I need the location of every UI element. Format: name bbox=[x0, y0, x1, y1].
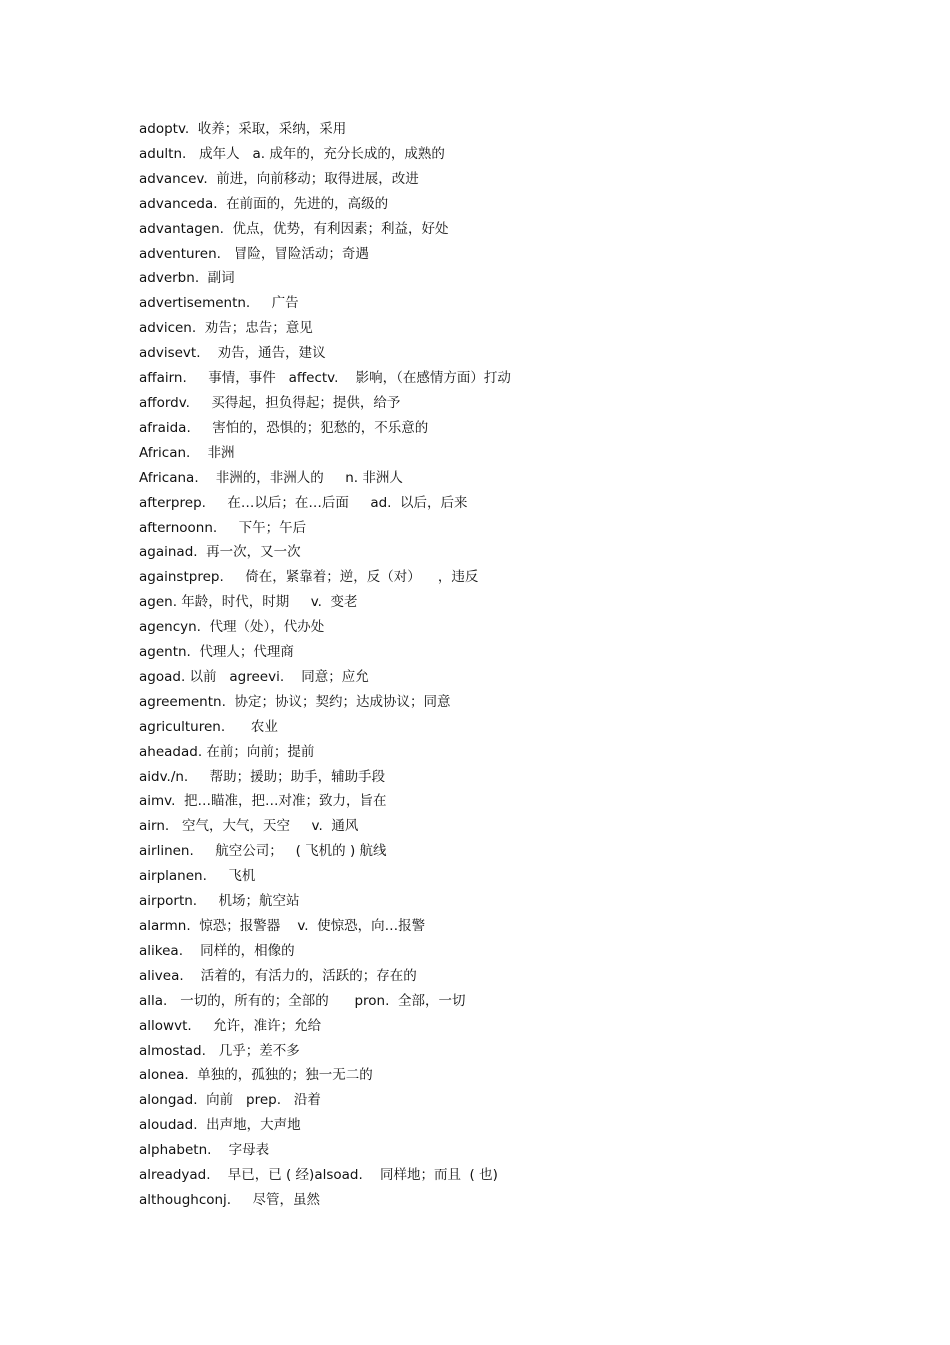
list-item: alongad. 向前 prep. 沿着 bbox=[139, 1092, 321, 1109]
vocabulary-list bbox=[139, 117, 839, 1213]
list-item: allowvt. 允许，准许；允给 bbox=[139, 1017, 322, 1034]
list-item: airn. 空气，大气，天空 v. 通风 bbox=[139, 818, 359, 835]
list-item: aimv. 把…瞄准，把…对准；致力，旨在 bbox=[139, 793, 387, 810]
list-item: aheadad. 在前；向前；提前 bbox=[139, 743, 315, 760]
list-item: againad. 再一次，又一次 bbox=[139, 544, 301, 561]
list-item: afternoonn. 下午；午后 bbox=[139, 519, 307, 536]
list-item: adoptv. 收养；采取，采纳，采用 bbox=[139, 121, 347, 137]
list-item: adventuren. 冒险，冒险活动；奇遇 bbox=[139, 245, 369, 262]
list-item: agreementn. 协定；协议；契约；达成协议；同意 bbox=[139, 693, 451, 710]
list-item: agentn. 代理人；代理商 bbox=[139, 644, 294, 661]
list-item: againstprep. 倚在，紧靠着；逆，反（对） ，违反 bbox=[139, 569, 479, 586]
list-item: afterprep. 在…以后；在…后面 ad. 以后，后来 bbox=[139, 494, 468, 511]
list-item: aidv./n. 帮助；援助；助手，辅助手段 bbox=[139, 768, 386, 785]
list-item: alla. 一切的，所有的；全部的 pron. 全部，一切 bbox=[139, 992, 466, 1009]
list-item: agencyn. 代理（处），代办处 bbox=[139, 619, 325, 636]
list-item: affairn. 事情，事件 affectv. 影响，（在感情方面）打动 bbox=[139, 370, 511, 387]
list-item: aloudad. 出声地，大声地 bbox=[139, 1117, 301, 1134]
list-item: advisevt. 劝告，通告，建议 bbox=[139, 345, 326, 362]
list-item: airlinen. 航空公司； ( 飞机的 ) 航线 bbox=[139, 843, 387, 860]
list-item: advanceda. 在前面的，先进的，高级的 bbox=[139, 195, 389, 212]
list-item: airplanen. 飞机 bbox=[139, 868, 256, 885]
list-item: almostad. 几乎；差不多 bbox=[139, 1042, 300, 1059]
list-item: althoughconj. 尽管，虽然 bbox=[139, 1191, 321, 1208]
list-item: adultn. 成年人 a. 成年的，充分长成的，成熟的 bbox=[139, 145, 445, 162]
list-item: Africana. 非洲的，非洲人的 n. 非洲人 bbox=[139, 469, 403, 486]
list-item: African. 非洲 bbox=[139, 444, 235, 461]
list-item: advancev. 前进，向前移动；取得进展，改进 bbox=[139, 170, 419, 187]
list-item: adverbn. 副词 bbox=[139, 270, 235, 287]
list-item: afraida. 害怕的，恐惧的；犯愁的，不乐意的 bbox=[139, 419, 429, 436]
list-item: agriculturen. 农业 bbox=[139, 718, 278, 735]
list-item: advertisementn. 广告 bbox=[139, 295, 299, 312]
list-item: alonea. 单独的，孤独的；独一无二的 bbox=[139, 1067, 373, 1084]
list-item: agoad. 以前 agreevi. 同意；应允 bbox=[139, 668, 369, 685]
list-item: alarmn. 惊恐；报警器 v. 使惊恐，向…报警 bbox=[139, 918, 426, 934]
list-item: alreadyad. 早已，已 ( 经)alsoad. 同样地；而且 ( 也) bbox=[139, 1167, 498, 1184]
list-item: alikea. 同样的，相像的 bbox=[139, 942, 295, 959]
list-item: alivea. 活着的，有活力的，活跃的；存在的 bbox=[139, 967, 417, 984]
list-item: airportn. 机场；航空站 bbox=[139, 893, 300, 910]
list-item: advicen. 劝告；忠告；意见 bbox=[139, 320, 313, 337]
list-item: affordv. 买得起，担负得起；提供，给予 bbox=[139, 394, 401, 411]
list-item: agen. 年龄，时代，时期 v. 变老 bbox=[139, 594, 358, 611]
list-item: alphabetn. 字母表 bbox=[139, 1142, 270, 1159]
list-item: advantagen. 优点，优势，有利因素；利益，好处 bbox=[139, 220, 449, 237]
